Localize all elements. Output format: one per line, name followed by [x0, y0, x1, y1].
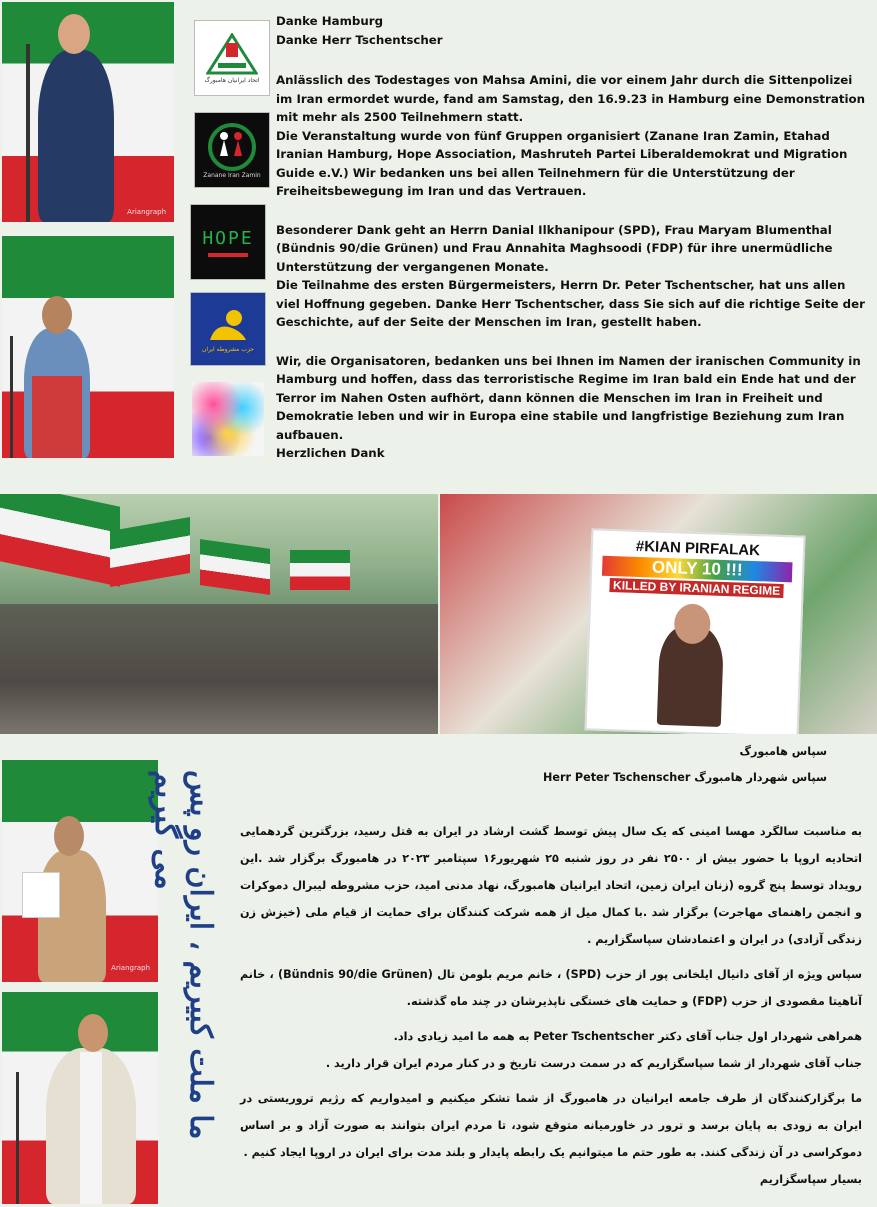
logo-hope-association	[190, 204, 266, 280]
german-heading-1: Danke Hamburg	[276, 14, 384, 28]
watermark-brand: Ariangraph	[127, 208, 166, 216]
watermark-brand: Ariangraph	[111, 964, 150, 972]
dancing-figures-icon	[204, 122, 260, 172]
german-paragraph-1: Anlässlich des Todestages von Mahsa Amini, die vor einem Jahr durch die Sittenpolizei im Iran ermordet wurde, fand am Samstag, den 16.9.23 in Hamburg eine Demonstration mit mehr als 2500 Teilnehmern statt.	[276, 73, 866, 124]
german-text-block	[276, 12, 866, 479]
photo-kian-pirfalak-poster	[440, 494, 877, 734]
farsi-paragraph-3: همراهی شهردار اول جناب آقای دکتر Peter Tschentscher به همه ما امید زیادی داد.	[393, 1030, 862, 1043]
farsi-closing: بسیار سپاسگزاریم	[759, 1173, 862, 1186]
farsi-paragraph-2: سپاس ویژه از آقای دانیال ایلخانی پور از حزب (SPD) ، خانم مریم بلومن تال (Bündnis 90/die Grünen) ، خانم آناهیتا مقصودی از حزب (FDP) و حمایت های خستگی ناپذیرشان در چند ماه گذشته.	[240, 968, 862, 1008]
poster-line-3: KILLED BY IRANIAN REGIME	[609, 578, 783, 598]
poster-line-1: #KIAN PIRFALAK	[635, 537, 761, 560]
photo-man-speaking	[2, 992, 158, 1204]
farsi-heading-2: سپاس شهردار هامبورگ Herr Peter Tschenscher	[543, 771, 827, 784]
german-heading-2: Danke Herr Tschentscher	[276, 32, 443, 47]
german-closing: Herzlichen Dank	[276, 446, 385, 460]
farsi-text-block	[240, 818, 862, 1193]
farsi-paragraph-4: جناب آقای شهردار از شما سپاسگزاریم که در سمت درست تاریخ و در کنار مردم ایران قرار دارید .	[325, 1057, 862, 1070]
vertical-slogan: ما ملت کبیریم ، ایران رو پس می گیریم	[148, 770, 218, 1140]
german-paragraph-3: Besonderer Dank geht an Herrn Danial Ilkhanipour (SPD), Frau Maryam Blumenthal (Bündnis 90/die Grünen) und Frau Annahita Maghsoodi (FDP) für ihre unermüdliche Unterstützung der vergangenen Monate.	[276, 222, 833, 274]
vertical-slogan-shadow	[216, 780, 236, 1180]
farsi-paragraph-1: به مناسبت سالگرد مهسا امینی که یک سال پیش توسط گشت ارشاد در ایران به قتل رسید، بزرگترین گردهمایی اتحادیه اروپا با حضور بیش از ۲۵۰۰ نفر در روز شنبه ۲۵ شهریور۱۶ سپتامبر ۲۰۲۳ در هامبورگ برگزار شد .این رویداد توسط پنج گروه (زنان ایران زمین، اتحاد ایرانیان هامبورگ، نهاد مدنی امید، حزب مشروطه لیبرال دموکرات و انجمن راهنمای مهاجرت) برگزار شد .با کمال میل از همه شرکت کنندگان برای حمایت از قیام ملی (خیزش زن زندگی آزادی) در ایران و اعتمادشان سپاسگزاریم .	[240, 825, 862, 946]
lion-sun-icon	[206, 306, 250, 346]
farsi-paragraph-5: ما برگزارکنندگان از طرف جامعه ایرانیان در هامبورگ از شما تشکر میکنیم و امیدواریم که رژیم تروریستی در ایران به زودی به پایان برسد و ترور در خاورمیانه متوقع شود، تا مردم ایران بتوانند به صورت آزاد و بر اساس دموکراسی در آن زندگی کنند. به طور حتم ما میتوانیم یک رابطه پایدار و بلند مدت برای ایران در اروپا ایجاد کنیم .	[240, 1092, 862, 1159]
poster-line-2: ONLY 10 !!!	[602, 556, 793, 583]
german-paragraph-2: Die Veranstaltung wurde von fünf Gruppen organisiert (Zanane Iran Zamin, Etahad Iranian Hamburg, Hope Association, Mashruteh Partei Liberaldemokrat und Migration Guide e.V.) Wir bedanken uns bei allen Teilnehmern für die Unterstützung der Freiheitsbewegung im Iran und das Vertrauen.	[276, 128, 848, 198]
logo-caption: Zanane Iran Zamin	[203, 171, 261, 179]
german-paragraph-4: Die Teilnahme des ersten Bürgermeisters, Herrn Dr. Peter Tschentscher, hat uns allen viel Hoffnung gegeben. Danke Herr Tschentscher, dass Sie sich auf die richtige Seite der Geschichte, auf der Seite der Menschen im Iran, gestellt haben.	[276, 278, 865, 329]
farsi-heading-1: سپاس هامبورگ	[739, 745, 827, 758]
photo-woman-speaking	[2, 236, 174, 458]
logo-zanane-iran-zamin	[194, 112, 270, 188]
logo-colorful-splash	[192, 382, 264, 456]
logo-caption: اتحاد ایرانیان هامبورگ	[204, 76, 260, 84]
photo-mayor-speaking	[2, 2, 174, 222]
fist-icon	[206, 33, 258, 77]
photo-demonstration-crowd	[0, 494, 438, 734]
logo-hope-text: HOPE	[202, 227, 254, 249]
logo-caption: حزب مشروطه ایران	[202, 345, 254, 353]
logo-etehad-iranian-hamburg	[194, 20, 270, 96]
poster-kian-pirfalak	[585, 528, 806, 734]
logo-mashruteh-party	[190, 292, 266, 366]
german-paragraph-5: Wir, die Organisatoren, bedanken uns bei Ihnen im Namen der iranischen Community in Hamburg und hoffen, dass das terroristische Regime im Iran bald ein Ende hat und der Terror im Nahen Osten aufhört, dann können die Menschen im Iran in Freiheit und Demokratie leben und wir in Europa eine stabile und langfristige Beziehung zum Iran aufbauen.	[276, 353, 861, 442]
photo-woman-reading-speech	[2, 760, 158, 982]
